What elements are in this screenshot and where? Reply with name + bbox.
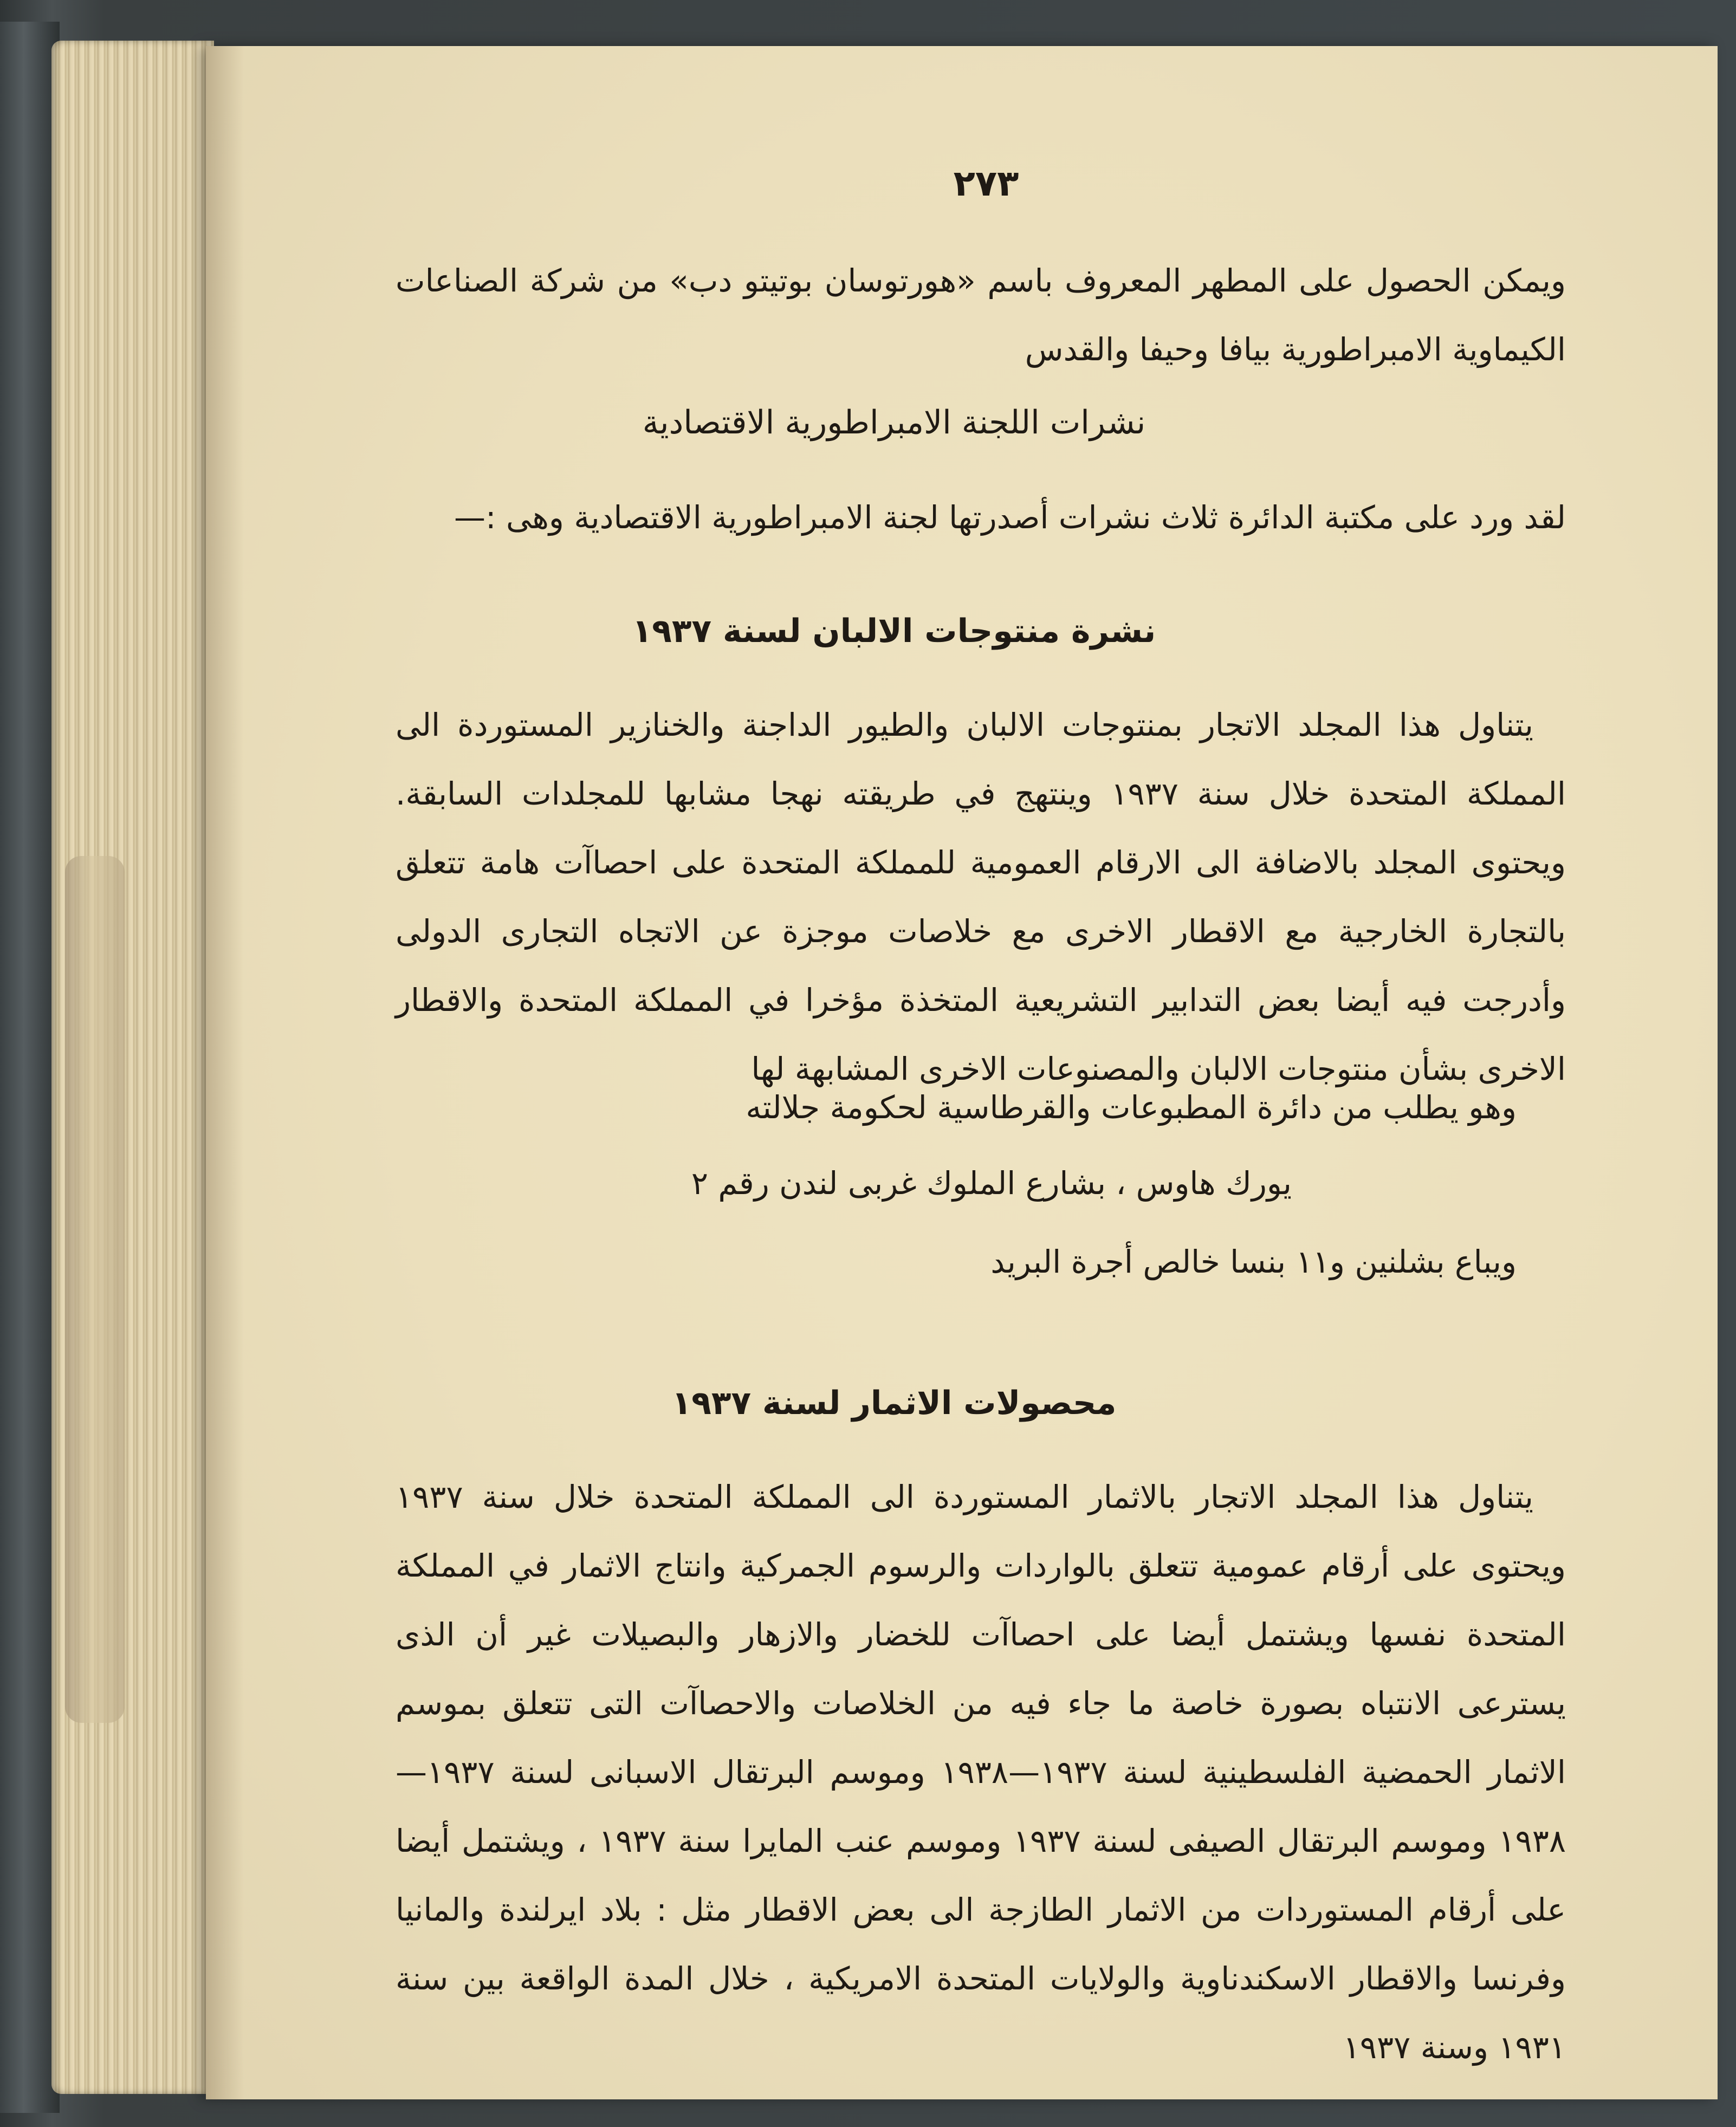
intro-paragraph: ويمكن الحصول على المطهر المعروف باسم «هورتوسان بوتيتو دب» من شركة الصناعات الكيماوية الامبراطورية بيافا وحيفا والقدس [396, 262, 1566, 368]
worn-page-edge [65, 856, 125, 1723]
bulletin-1-order-line-1: وهو يطلب من دائرة المطبوعات والقرطاسية لحكومة جلالته [746, 1089, 1517, 1126]
bulletin-1-title: نشرة منتوجات الالبان لسنة ١٩٣٧ [632, 612, 1156, 650]
section-title: نشرات اللجنة الامبراطورية الاقتصادية [642, 404, 1146, 442]
book-cover-edge [0, 22, 60, 2113]
bulletin-1-body: يتناول هذا المجلد الاتجار بمنتوجات الالبان والطيور الداجنة والخنازير المستوردة الى المملكة المتحدة خلال سنة ١٩٣٧ وينتهج في طريقته نهجا مشابها للمجلدات السابقة. ويحتوى المجلد بالاضافة الى الارقام العمومية للمملكة المتحدة على احصاآت هامة تتعلق بالتجارة الخارجية مع الاقطار الاخرى مع خلاصات موجزة عن الاتجاه التجارى الدولى وأدرجت فيه أيضا بعض التدابير التشريعية المتخذة مؤخرا في المملكة المتحدة والاقطار الاخرى بشأن منتوجات الالبان والمصنوعات الاخرى المشابهة لها [396, 706, 1566, 1087]
page-gutter-shadow [206, 46, 244, 2099]
bulletin-1-order-line-2: يورك هاوس ، بشارع الملوك غربى لندن رقم ٢ [691, 1165, 1292, 1202]
bulletin-2-title: محصولات الاثمار لسنة ١٩٣٧ [671, 1384, 1117, 1422]
section-intro: لقد ورد على مكتبة الدائرة ثلاث نشرات أصدرتها لجنة الامبراطورية الاقتصادية وهى :— [454, 499, 1566, 536]
bulletin-1-order-line-3: ويباع بشلنين و١١ بنسا خالص أجرة البريد [990, 1243, 1517, 1280]
bulletin-2-body: يتناول هذا المجلد الاتجار بالاثمار المستوردة الى المملكة المتحدة خلال سنة ١٩٣٧ ويحتوى على أرقام عمومية تتعلق بالواردات والرسوم الجمركية وانتاج الاثمار في المملكة المتحدة نفسها ويشتمل أيضا على احصاآت للخضار والازهار والبصيلات غير أن الذى يسترعى الانتباه بصورة خاصة ما جاء فيه من الخلاصات والاحصاآت التى تتعلق بموسم الاثمار الحمضية الفلسطينية لسنة ١٩٣٧—١٩٣٨ وموسم البرتقال الاسبانى لسنة ١٩٣٧—١٩٣٨ وموسم البرتقال الصيفى لسنة ١٩٣٧ وموسم عنب المايرا سنة ١٩٣٧ ، ويشتمل أيضا على أرقام المستوردات من الاثمار الطازجة الى بعض الاقطار مثل : بلاد ايرلندة والمانيا وفرنسا والاقطار الاسكندناوية والولايات المتحدة الامريكية ، خلال المدة الواقعة بين سنة ١٩٣١ وسنة ١٩٣٧ [396, 1478, 1566, 2066]
page-number: ٢٧٣ [953, 163, 1019, 204]
